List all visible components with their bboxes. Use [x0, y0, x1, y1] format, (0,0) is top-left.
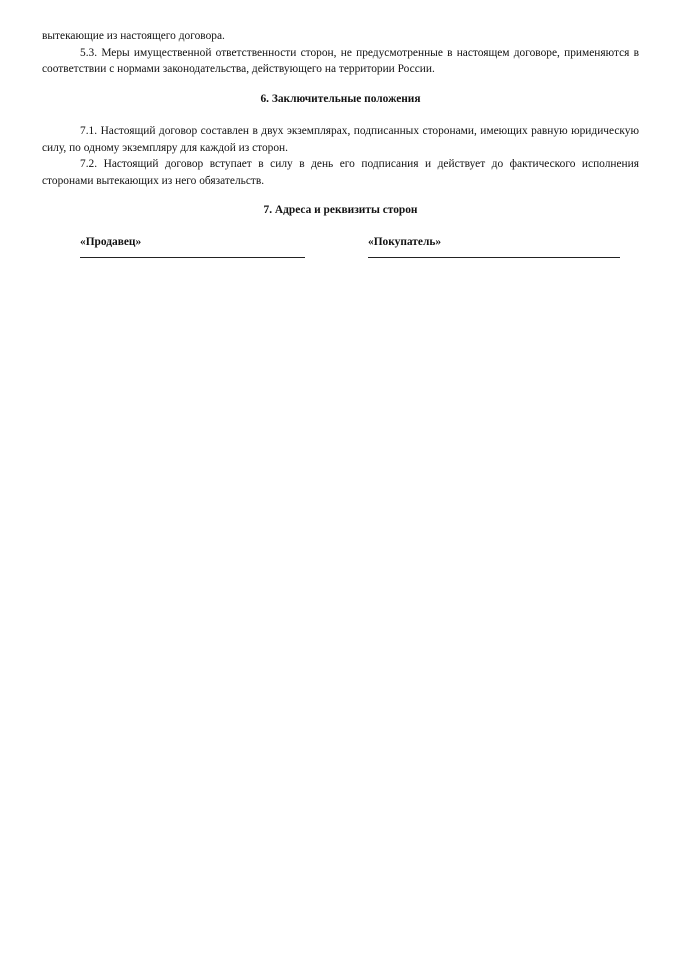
document-body	[42, 28, 639, 274]
section-6-title: 6. Заключительные положения	[260, 92, 421, 105]
seller-label: «Продавец»	[80, 235, 142, 248]
buyer-signature	[368, 234, 620, 259]
section-7-title: 7. Адреса и реквизиты сторон	[263, 204, 418, 216]
seller-signature	[80, 234, 305, 259]
clause-7-1: 7.1. Настоящий договор составлен в двух экземплярах, подписанных сторонами, имеющих равную юридическую силу, по одному экземпляру для каждой из сторон.	[42, 125, 639, 154]
buyer-label: «Покупатель»	[368, 235, 442, 248]
buyer-signature-line	[368, 257, 620, 258]
continuation-text: вытекающие из настоящего договора.	[42, 30, 225, 42]
clause-5-3: 5.3. Меры имущественной ответственности сторон, не предусмотренные в настоящем договоре, применяются в соответствии с нормами законодательства, действующего на территории России.	[42, 46, 639, 75]
signature-block	[42, 234, 639, 274]
clause-7-2: 7.2. Настоящий договор вступает в силу в день его подписания и действует до фактического исполнения сторонами вытекающих из него обязательств.	[42, 158, 639, 187]
seller-signature-line	[80, 257, 305, 258]
